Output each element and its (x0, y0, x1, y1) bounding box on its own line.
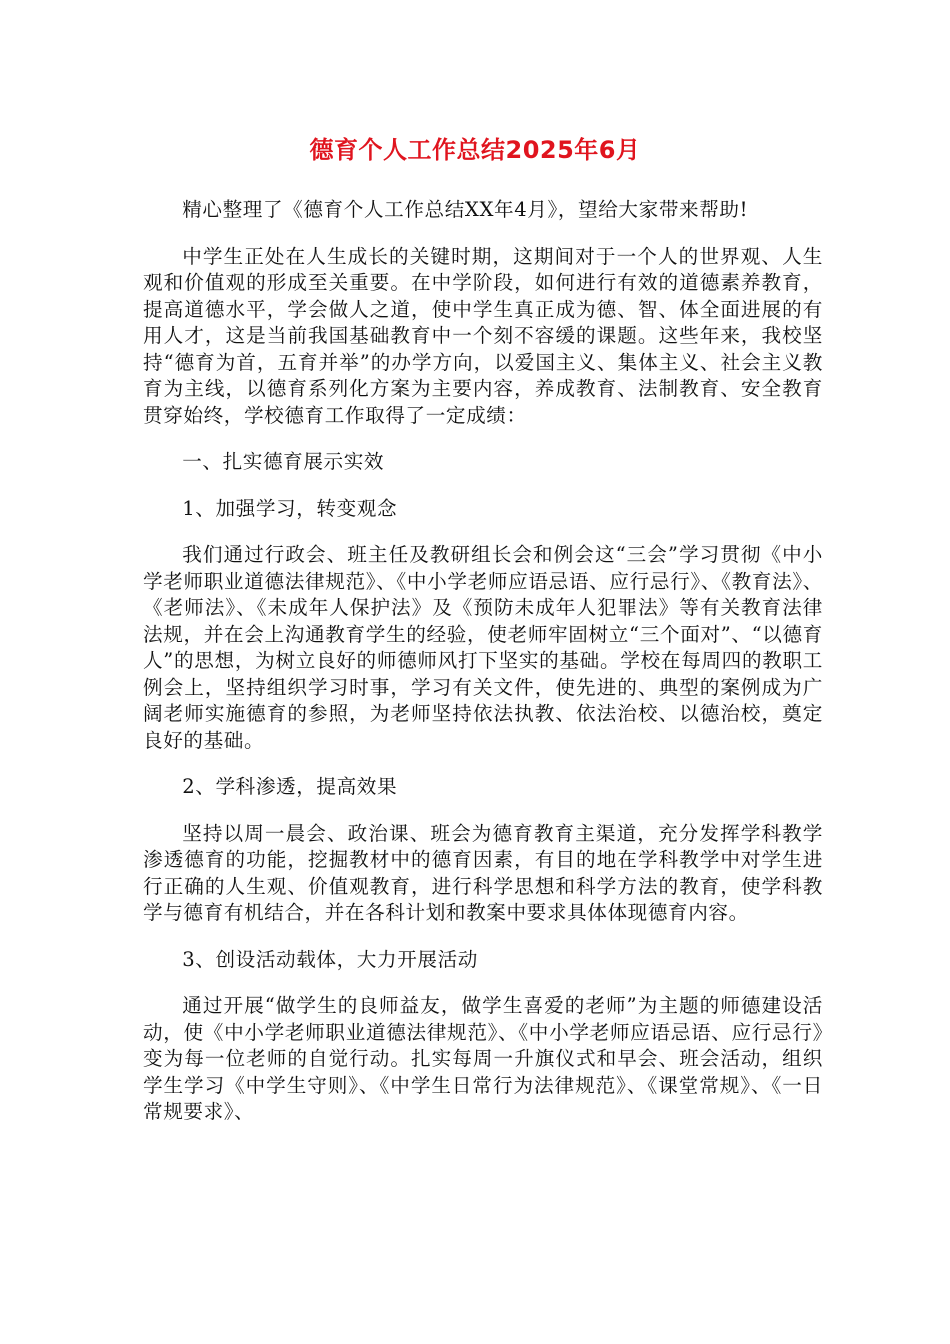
subsection-heading: 1、加强学习，转变观念 (182, 496, 398, 520)
document-title: 德育个人工作总结2025年6月 (309, 136, 641, 164)
subsection-heading: 3、创设活动载体，大力开展活动 (182, 947, 478, 971)
subsection-heading: 2、学科渗透，提高效果 (182, 775, 398, 798)
document-body (143, 197, 823, 1146)
intro-paragraph: 精心整理了《德育个人工作总结XX年4月》，望给大家带来帮助! (182, 198, 749, 221)
section-heading: 一、扎实德育展示实效 (182, 450, 385, 473)
body-paragraph: 坚持以周一晨会、政治课、班会为德育教育主渠道，充分发挥学科教学渗透德育的功能，挖掘教材中的德育因素，有目的地在学科教学中对学生进行正确的人生观、价值观教育，进行科学思想和科学方法的教育，使学科教学与德育有机结合，并在各科计划和教案中要求具体体现德育内容。 (143, 821, 823, 924)
body-paragraph: 通过开展“做学生的良师益友，做学生喜爱的老师”为主题的师德建设活动，使《中小学老师职业道德法律规范》、《中小学老师应语忌语、应行忌行》变为每一位老师的自觉行动。扎实每周一升旗仪式和早会、班会活动，组织学生学习《中学生守则》、《中学生日常行为法律规范》、《课堂常规》、《一日常规要求》、 (143, 994, 823, 1123)
body-paragraph: 我们通过行政会、班主任及教研组长会和例会这“三会”学习贯彻《中小学老师职业道德法律规范》、《中小学老师应语忌语、应行忌行》、《教育法》、《老师法》、《未成年人保护法》及《预防未成年人犯罪法》等有关教育法律法规，并在会上沟通教育学生的经验，使老师牢固树立“三个面对”、“以德育人”的思想，为树立良好的师德师风打下坚实的基础。学校在每周四的教职工例会上，坚持组织学习时事，学习有关文件，使先进的、典型的案例成为广阔老师实施德育的参照，为老师坚持依法执教、依法治校、以德治校，奠定良好的基础。 (143, 543, 823, 752)
overview-paragraph: 中学生正处在人生成长的关键时期，这期间对于一个人的世界观、人生观和价值观的形成至关重要。在中学阶段，如何进行有效的道德素养教育，提高道德水平，学会做人之道，使中学生真正成为德、智、体全面进展的有用人才，这是当前我国基础教育中一个刻不容缓的课题。这些年来，我校坚持“德育为首，五育并举”的办学方向，以爱国主义、集体主义、社会主义教育为主线，以德育系列化方案为主要内容，养成教育、法制教育、安全教育贯穿始终，学校德育工作取得了一定成绩： (143, 244, 823, 427)
